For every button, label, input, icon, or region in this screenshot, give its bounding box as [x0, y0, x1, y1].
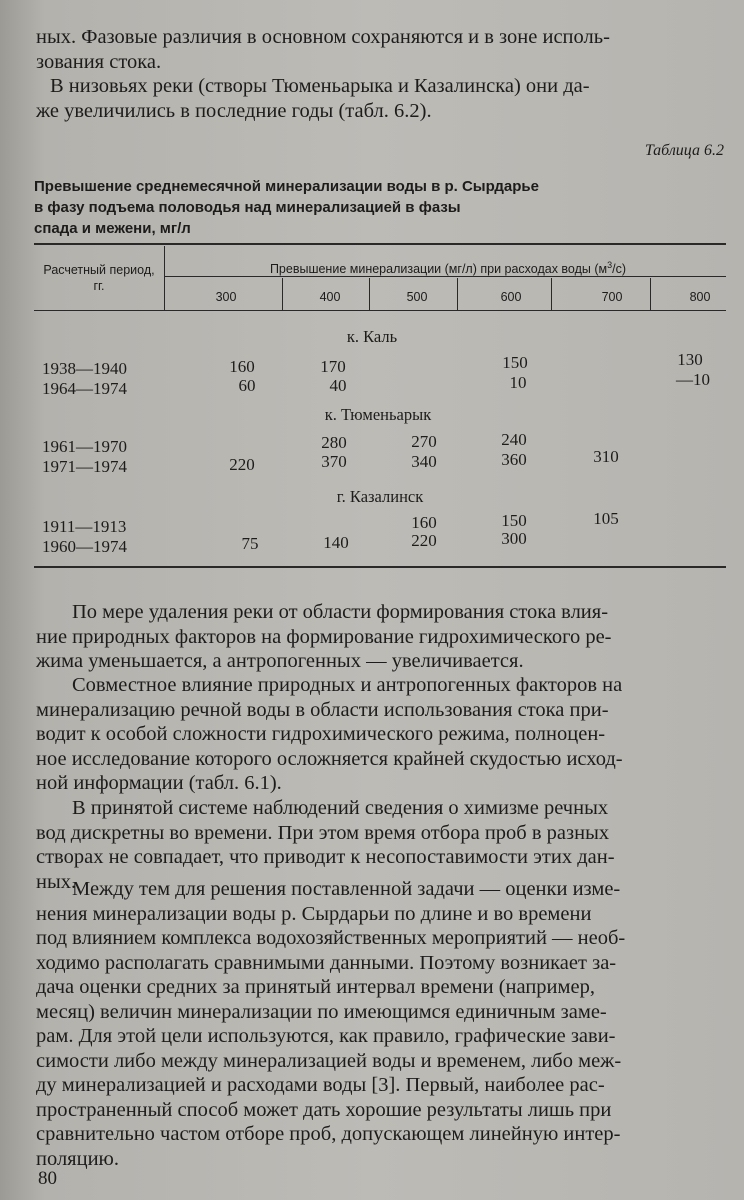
text-line: нения минерализации воды р. Сырдарьи по длине и во времени [36, 902, 592, 925]
station-name: г. Казалинск [336, 487, 424, 506]
table-cell: 280 [321, 433, 347, 452]
text-line: В принятой системе наблюдений сведения о химизме речных [72, 797, 609, 819]
text-line: пространенный способ может дать хорошие результаты лишь при [36, 1098, 612, 1121]
paragraph-distance [36, 600, 730, 674]
header-divider [164, 246, 165, 310]
text-line: сравнительно частом отборе проб, допускающем линейную интер- [36, 1123, 621, 1145]
paragraph-method [36, 877, 730, 1171]
text-line: По мере удаления реки от области формирования стока влия- [72, 601, 609, 623]
text-line: жима уменьшается, а антропогенных — увеличивается. [36, 650, 524, 672]
text-line: ных. [36, 870, 77, 893]
table-cell: 140 [323, 533, 349, 552]
table-cell: 150 [501, 511, 527, 530]
row-period: 1964—1974 [42, 379, 127, 398]
row-period: 1971—1974 [42, 457, 127, 476]
table-caption [34, 176, 654, 239]
table-cell: 10 [509, 373, 527, 392]
table-bottom-rule [34, 566, 726, 568]
table-cell: 220 [229, 455, 255, 474]
table-cell: 370 [321, 452, 347, 471]
row-period: 1961—1970 [42, 437, 127, 456]
text-line: зования стока. [36, 50, 162, 73]
table-cell: 130 [677, 350, 703, 369]
table-number: Таблица 6.2 [644, 142, 724, 159]
period-header-line: гг. [93, 279, 105, 293]
row-period: 1938—1940 [42, 359, 127, 378]
text-line: ду минерализацией и расходами воды [3]. Первый, наиболее рас- [36, 1074, 605, 1096]
flow-column-header: 300 [215, 290, 237, 304]
text-line: рам. Для этой цели используются, как правило, графические зави- [36, 1025, 616, 1047]
text-line: дача оценки средних за принятый интервал времени (например, [36, 976, 595, 998]
flow-column-header: 400 [319, 290, 341, 304]
superscript-three: 3 [607, 260, 613, 270]
text-line: ние природных факторов на формирование гидрохимического ре- [36, 625, 612, 648]
station-name: к. Каль [346, 327, 398, 346]
caption-line: Превышение среднемесячной минерализации воды в р. Сырдарье [34, 178, 539, 195]
period-header [34, 262, 164, 294]
text-line: ных. Фазовые различия в основном сохраняются и в зоне исполь- [36, 26, 610, 48]
table-cell: 160 [229, 357, 255, 376]
excess-header: Превышение минерализации (мг/л) при расходах воды $(м^3/с)$ [269, 260, 627, 277]
table-cell: 60 [238, 376, 256, 395]
table-cell: 150 [502, 353, 528, 372]
table-cell: 240 [501, 430, 527, 449]
table-cell: 40 [329, 376, 347, 395]
table-cell: 220 [411, 531, 437, 550]
column-divider [650, 278, 651, 310]
flow-column-header: 500 [406, 290, 428, 304]
table-cell: 360 [501, 450, 527, 469]
text-line: Между тем для решения поставленной задачи — оценки изме- [72, 878, 621, 900]
table-top-rule [34, 243, 726, 245]
table-cell: 75 [241, 534, 259, 553]
flow-column-header: 800 [689, 290, 711, 304]
table-cell: 160 [411, 513, 437, 532]
text-line: водит к особой сложности гидрохимического режима, полноцен- [36, 723, 606, 745]
header-bottom-rule [34, 310, 726, 311]
table-cell: 170 [320, 357, 346, 376]
flow-column-header: 700 [601, 290, 623, 304]
text-line: вод дискретны во времени. При этом время отбора проб в разных [36, 821, 610, 844]
table-cell: 340 [411, 452, 437, 471]
text-line: поляцию. [36, 1147, 119, 1170]
text-line: Совместное влияние природных и антропогенных факторов на [72, 674, 623, 696]
column-divider [457, 278, 458, 310]
station-name: к. Тюменьарык [324, 405, 432, 424]
text-line: ное исследование которого осложняется крайней скудостью исход- [36, 747, 623, 770]
paragraph-intro [36, 25, 730, 123]
excess-header-text: Превышение минерализации (мг/л) при расходах воды [269, 262, 595, 277]
column-divider [369, 278, 370, 310]
page-number: 80 [38, 1168, 57, 1189]
flow-column-header: 600 [500, 290, 522, 304]
table-cell: 270 [411, 432, 437, 451]
row-period: 1960—1974 [42, 537, 127, 556]
table-cell: 310 [593, 447, 619, 466]
text-line: месяц) величин минерализации по имеющимся единичным заме- [36, 1000, 607, 1023]
paragraph-combined [36, 673, 730, 796]
caption-line: спада и межени, мг/л [34, 220, 191, 237]
column-divider [551, 278, 552, 310]
text-line: В низовьях реки (створы Тюменьарыка и Казалинска) они да- [50, 75, 590, 97]
text-line: створах не совпадает, что приводит к несопоставимости этих дан- [36, 846, 615, 868]
text-line: ходимо располагать сравнимыми данными. Поэтому возникает за- [36, 951, 617, 974]
period-header-line: Расчетный период, [43, 263, 155, 277]
text-line: минерализацию речной воды в области использования стока при- [36, 698, 609, 721]
caption-line: в фазу подъема половодья над минерализацией в фазы [34, 199, 461, 216]
table-cell: 300 [501, 529, 527, 548]
column-divider [282, 278, 283, 310]
text-line: же увеличились в последние годы (табл. 6.2). [36, 99, 432, 122]
table-cell: —10 [676, 370, 710, 389]
text-line: симости либо между минерализацией воды и временем, либо меж- [36, 1049, 622, 1072]
text-line: ной информации (табл. 6.1). [36, 772, 282, 794]
text-line: под влиянием комплекса водохозяйственных мероприятий — необ- [36, 927, 626, 949]
row-period: 1911—1913 [42, 517, 127, 536]
table-cell: 105 [593, 509, 619, 528]
